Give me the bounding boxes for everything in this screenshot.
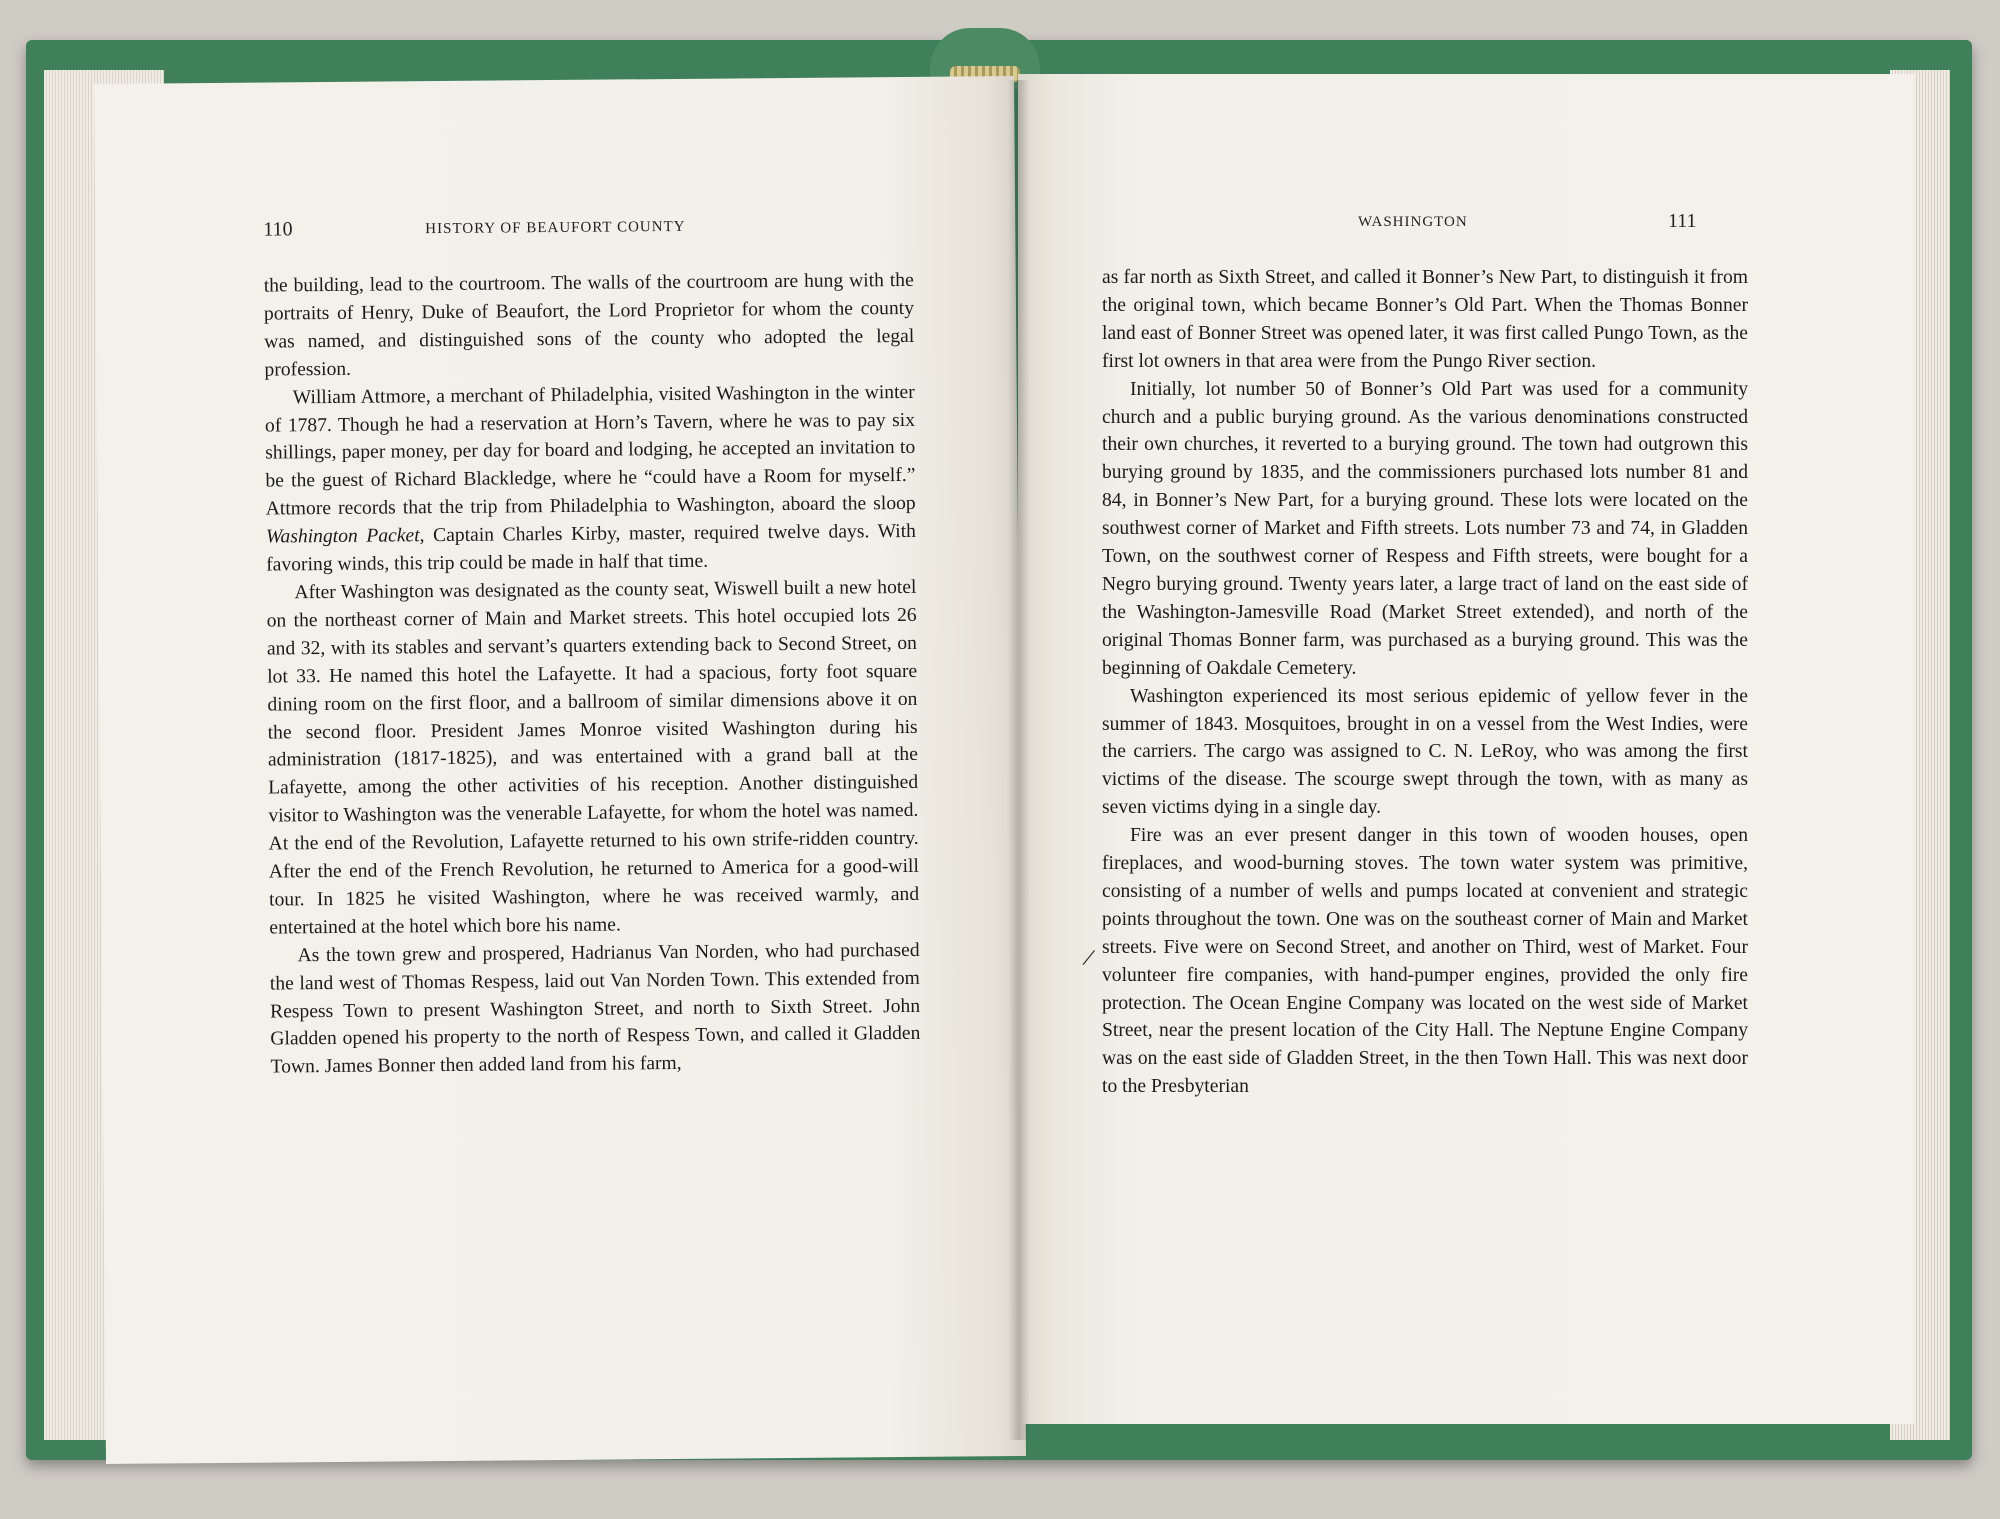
right-page bbox=[1018, 74, 1914, 1424]
right-running-head: WASHINGTON bbox=[1358, 214, 1468, 230]
left-page-number: 110 bbox=[263, 218, 293, 241]
paragraph: Initially, lot number 50 of Bonner’s Old Part was used for a community church and a public burying ground. As the various denominations constructed their own churches, it reverted to a burying ground. The town had outgrown this burying ground by 1835, and the commissioners purchased lots number 81 and 84, in Bonner’s New Part, for a burying ground. These lots were located on the southwest corner of Market and Fifth streets. Lots number 73 and 74, in Gladden Town, on the southwest corner of Respess and Fifth streets, were bought for a Negro burying ground. Twenty years later, a large tract of land on the east side of the Washington-Jamesville Road (Market Street extended), and north of the original Thomas Bonner farm, was purchased as a burying ground. This was the beginning of Oakdale Cemetery. bbox=[1102, 378, 1748, 679]
paragraph: After Washington was designated as the county seat, Wiswell built a new hotel on the northeast corner of Main and Market streets. This hotel occupied lots 26 and 32, with its stables and servant’s quarters extending back to Second Street, on lot 33. He named this hotel the Lafayette. It had a spacious, forty foot square dining room on the first floor, and a ballroom of similar dimensions above it on the second floor. President James Monroe visited Washington during his administration (1817-1825), and was entertained with a grand ball at the Lafayette, among the other activities of his reception. Another distinguished visitor to Washington was the venerable Lafayette, for whom the hotel was named. At the end of the Revolution, Lafayette returned to his own strife-ridden country. After the end of the French Revolution, he returned to America for a good-will tour. In 1825 he visited Washington, where he was received warmly, and entertained at the hotel which bore his name. bbox=[266, 576, 920, 939]
sloop-name: Washington Packet, bbox=[265, 525, 425, 548]
right-page-number: 111 bbox=[1668, 210, 1697, 232]
left-page bbox=[94, 76, 1026, 1464]
left-running-head: HISTORY OF BEAUFORT COUNTY bbox=[425, 218, 686, 238]
right-text-block bbox=[1102, 264, 1748, 1101]
paragraph: the building, lead to the courtroom. The walls of the courtroom are hung with the portraits of Henry, Duke of Beaufort, the Lord Proprietor for whom the county was named, and distinguished sons of the county who adopted the legal profession. bbox=[263, 269, 915, 381]
left-text-block bbox=[264, 267, 921, 1082]
paragraph: Washington experienced its most serious epidemic of yellow fever in the summer of 1843. Mosquitoes, brought in on a vessel from the West Indies, were the carriers. The cargo was assigned to C. N. LeRoy, who was among the first victims of the disease. The scourge swept through the town, with as many as seven victims dying in a single day. bbox=[1102, 685, 1748, 819]
paragraph: Fire was an ever present danger in this town of wooden houses, open fireplaces, and wood-burning stoves. The town water system was primitive, consisting of a number of wells and pumps located at convenient and strategic points throughout the town. One was on the southeast corner of Main and Market streets. Five were on Second Street, and another on Third, west of Market. Four volunteer fire companies, with hand-pumper engines, provided the only fire protection. The Ocean Engine Company was located on the west side of Market Street, near the present location of the City Hall. The Neptune Engine Company was on the east side of Gladden Street, in the then Town Hall. This was next door to the Presbyterian bbox=[1102, 825, 1748, 1098]
paragraph: as far north as Sixth Street, and called it Bonner’s New Part, to distinguish it from the original town, which became Bonner’s Old Part. When the Thomas Bonner land east of Bonner Street was opened later, it was first called Pungo Town, as the first lot owners in that area were from the Pungo River section. bbox=[1102, 267, 1748, 372]
gutter-shadow bbox=[1008, 80, 1030, 1440]
paragraph: As the town grew and prospered, Hadrianus Van Norden, who had purchased the land west of Thomas Respess, laid out Van Norden Town. This extended from Respess Town to present Washington Street, and north to Sixth Street. John Gladden opened his property to the north of Respess Town, and called it Gladden Town. James Bonner then added land from his farm, bbox=[269, 939, 921, 1078]
paragraph bbox=[265, 379, 917, 580]
margin-pencil-mark: / bbox=[1080, 942, 1098, 973]
right-page-header bbox=[1018, 210, 1914, 244]
left-page-header bbox=[95, 216, 1015, 254]
paragraph-text: William Attmore, a merchant of Philadelphia, visited Washington in the winter of 1787. Though he had a reservation at Horn’s Tavern, where he was to pay six shillings, paper money, per day for board and lodging, he accepted an invitation to be the guest of Richard Blackledge, where he “could have a Room for myself.” Attmore records that the trip from Philadelphia to Washington, aboard the sloop bbox=[264, 381, 916, 520]
paragraph-text: Captain Charles Kirby, master, required twelve days. With favoring winds, this trip could be made in half that time. bbox=[266, 521, 917, 576]
